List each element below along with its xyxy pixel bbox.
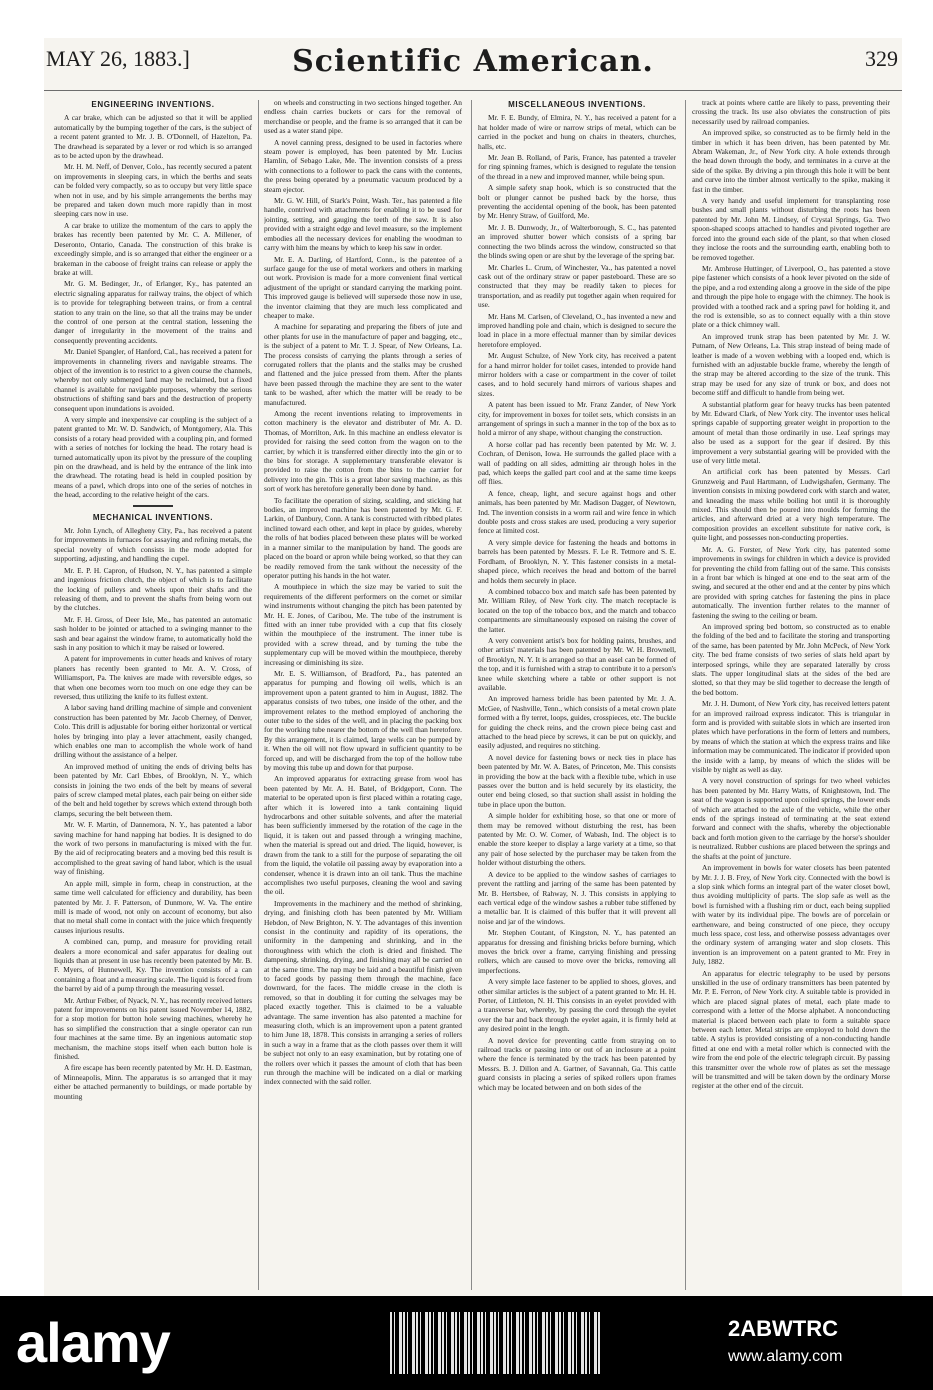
masthead bbox=[44, 38, 902, 91]
column-rule bbox=[258, 100, 259, 1290]
article-paragraph: An apparatus for electric telegraphy to be used by persons unskilled in the use of ordinary transmitters has been patented by Mr. P. E. Ferron, of New York city. A suitable table is provided in which are placed signal plates of metal, each plate made to correspond with a letter of the Morse alphabet. A nonconducting material is placed between each plate to form a suitable space between each letter. Metal strips are employed to hold down the table. A stylus is provided consisting of a non-conducting handle fitted at one end with a metal roller which is connected with the wire from the end pole of the electric telegraph circuit. By passing this transmitter over the whole row of plates as set the message will be transmitted and will be taken down by the ordinary Morse register at the other end of the circuit. bbox=[692, 968, 890, 1091]
article-paragraph: Mr. J. B. Dunwody, Jr., of Walterborough, S. C., has patented an improved shutter bower which consists of a spring bar connecting the two blinds across the window, constructed so that the blinds swing open or are shut by the leverage of the spring bar. bbox=[478, 222, 676, 261]
article-paragraph: Mr. Ambrose Huttinger, of Liverpool, O., has patented a stove pipe fastener which consists of a hook lever pivoted on the side of the pipe, and a rod extending along a groove in the side of the pipe and through the pipe hole to engage with the chimney. The hook is provided with a toothed rack and a spring pawl for holding it, and the rod is extensible, so as to connect equally with a thin stove plate or a thick chimney wall. bbox=[692, 263, 890, 330]
article-paragraph: An improved spike, so constructed as to be firmly held in the timber in which it has been driven, has been patented by Mr. Abram Wakeman, Jr., of New York city. A hole extends through the head down through the body, and terminates in a curve at the side of the spike. By driving a pin through this hole it will be bent and curve into the timber almost vertically to the spike, making it fast in the timber. bbox=[692, 128, 890, 194]
section-divider bbox=[133, 505, 173, 507]
article-paragraph: A simple holder for exhibiting hose, so that one or more of them may be removed without disturbing the rest, has been patented by Mr. O. W. Comer, of Wabash, Ind. The object is to enable the store keeper to display a large variety at a time, so that any pair of hose selected by the purchaser may be taken from the holder without disturbing the others. bbox=[478, 811, 676, 868]
section-heading: ENGINEERING INVENTIONS. bbox=[91, 100, 215, 109]
issue-date: MAY 26, 1883.] bbox=[46, 46, 190, 71]
article-paragraph: A very novel construction of springs for two wheel vehicles has been patented by Mr. Harry Watts, of Knightstown, Ind. The seat of the wagon is supported upon coiled springs, the lower ends of which are attached to the axle of the vehicle, while the other ends of the springs instead of terminating at the seat extend forward and connect with the shafts, whereby the objectionable back and forth motion given to the carriage by the horse's shoulder is neutralized. Rubber cushions are placed between the springs and the shafts at the point of juncture. bbox=[692, 776, 890, 861]
article-paragraph: A very convenient artist's box for holding paints, brushes, and other artists' materials has been patented by Mr. W. H. Brownell, of Brooklyn, N. Y. It is arranged so that an easel can be formed of the top, and it is furnished with a strap to contribute it to a person's knee while sketching where a table or other support is not available. bbox=[478, 635, 676, 692]
article-paragraph: A fence, cheap, light, and secure against hogs and other animals, has been patented by Mr. Madison Dagger, of Newtown, Ind. The invention consists in a worm rail and wire fence in which double posts and cross stakes are used, producing a very superior fence at limited cost. bbox=[478, 488, 676, 536]
page-number: 329 bbox=[865, 46, 898, 71]
article-paragraph: A horse collar pad has recently been patented by Mr. W. J. Cochran, of Denison, Iowa. He surrounds the galled place with a wall of padding on all sides, admitting air through holes in the pad, which keeps the galled part cool and at the same time keeps off flies. bbox=[478, 439, 676, 487]
alamy-logo: alamy bbox=[16, 1311, 170, 1374]
article-paragraph: Mr. E. P. H. Capron, of Hudson, N. Y., has patented a simple and ingenious friction clutch, the object of which is to facilitate the locking of pulleys and wheels upon their shafts and the releasing of them, and to prevent the shafts from being worn out by the clutches. bbox=[54, 565, 252, 613]
article-paragraph: Mr. E. A. Darling, of Hartford, Conn., is the patentee of a surface gauge for the use of metal workers and others in marking out work. Provision is made for a more convenient final vertical adjustment of the upright or standard carrying the marking point. This improved gauge is believed will supersede those now in use, the inventor claiming that they are much less complicated and cheaper to make. bbox=[264, 254, 462, 320]
column-rule bbox=[685, 100, 686, 1290]
article-paragraph: An artificial cork has been patented by Messrs. Carl Grunzweig and Paul Hartmann, of Ludwigshafen, Germany. The invention consists in mixing powdered cork with starch and water, and kneading the mass while boiling hot until it is thoroughly mixed. This should then be poured into moulds for forming the articles, and afterward dried at a very high temperature. The composition provides an excellent substitute for native cork, is quite light, and possesses non-conducting properties. bbox=[692, 467, 890, 543]
article-paragraph: A novel canning press, designed to be used in factories where steam power is employed, has been patented by Mr. Lucius Hamlin, of Sebago Lake, Me. The invention consists of a press with connections to a follower to pack the cans with the contents, the press being operated by a pneumatic vacuum produced by a steam ejector. bbox=[264, 137, 462, 194]
article-paragraph: A mouthpiece in which the size may be varied to suit the requirements of the different performers on the cornet or similar wind instruments without changing the pitch has been patented by Mr. H. E. Jones, of Caribou, Me. The tube of the instrument is fitted with an inner tube provided with a cup that fits closely within the mouthpiece of the instrument. The inner tube is provided with a screw thread, and by turning the tube the supplementary cup will be moved within the mouthpiece, thereby increasing or diminishing its size. bbox=[264, 582, 462, 667]
column-2 bbox=[264, 98, 462, 1294]
article-paragraph: An improved harness bridle has been patented by Mr. J. A. McGee, of Nashville, Tenn., which consists of a metal crown plate formed with a fly terret, loops, guides, crosspieces, etc. The buckle for guiding the check reins, and the crown piece being cast and attached to the head piece by screws, it can be put on quickly, and easily adjusted, and requires no stitching. bbox=[478, 694, 676, 751]
watermark-url: www.alamy.com bbox=[728, 1348, 843, 1365]
article-paragraph: A labor saving hand drilling machine of simple and convenient construction has been patented by Mr. Jacob Cherney, of Denver, Colo. This drill is adjustable for boring either horizontal or vertical holes by bringing into play a lever attachment, easily changed, which enables one man to accomplish the whole work of hand drilling without the assistance of a helper. bbox=[54, 703, 252, 760]
article-paragraph: A simple safety snap hook, which is so constructed that the bolt or plunger cannot be pushed back by the horse, thus preventing the accidental opening of the book, has been patented by Mr. Henry Straw, of Guilford, Me. bbox=[478, 183, 676, 221]
section-heading: MECHANICAL INVENTIONS. bbox=[92, 512, 214, 522]
article-paragraph: An improvement in bowls for water closets has been patented by Mr. J. J. B. Frey, of New York city. Connected with the bowl is a slop sink which forms an integral part of the water closet bowl, thus avoiding multiplicity of parts. The slop safe as well as the bowl is furnished with a flushing rim or duct, each being supplied with water by its individual pipe. The bowls are of porcelain or earthenware, and being constructed of one piece, they occupy much less space, cost less, and otherwise possess advantages over the ordinary system of arranging water and slop closets. This invention is an improvement on a patent granted to Mr. Frey in July, 1882. bbox=[692, 863, 890, 967]
article-paragraph: A combined can, pump, and measure for providing retail dealers a more economical and safer apparatus for dealing out liquids than at present in use has recently been patented by Mr. B. F. Myers, of Hunnewell, Ky. The invention consists of a can containing a float and a measuring scale. The liquid is forced from the barrel by aid of a pump through the measuring vessel. bbox=[54, 937, 252, 994]
article-paragraph: A machine for separating and preparing the fibers of jute and other plants for use in the manufacture of paper and bagging, etc., is the subject of a patent to Mr. T. J. Spear, of New Orleans, La. The process consists of carrying the plants through a series of corrugated rollers that the plants and the stalks may be crushed and flattened and the juice pressed from them. After the plants have been passed through the machine they are sent to the water tank to be washed, after which the matter will be ready to be manufactured. bbox=[264, 322, 462, 407]
article-paragraph: Mr. August Schulze, of New York city, has received a patent for a hand mirror holder for toilet cases, intended to provide hand mirror holders with a case or compartment in the cover of toilet cases, and to hold securely hand mirrors of various shapes and sizes. bbox=[478, 351, 676, 398]
article-paragraph: A patent for improvements in cutter heads and knives of rotary planers has recently been granted to Mr. A. V. Cross, of Williamsport, Pa. The knives are made with reversible edges, so that when one becomes worn too much on one edge they can be reversed, thus utilizing the knife to its fullest extent. bbox=[54, 654, 252, 701]
article-paragraph: A substantial platform gear for heavy trucks has been patented by Mr. Edward Clark, of New York city. The inventor uses helical springs capable of supporting greater weight in proportion to the amount of metal than those ordinarily in use. Leaf springs may also be used as a support for the gear if desired. By this improvement a very substantial gearing will be provided with the use of very little metal. bbox=[692, 399, 890, 466]
column-1 bbox=[54, 98, 252, 1294]
column-3 bbox=[478, 98, 676, 1294]
section-heading: MISCELLANEOUS INVENTIONS. bbox=[508, 100, 646, 109]
article-paragraph: Mr. Arthur Felber, of Nyack, N. Y., has recently received letters patent for improvements on his patent issued November 14, 1882, for a stop motion for button hole sewing machines, whereby he has so simplified the construction that a single operator can run four machines at the same time. By an ingenious automatic stop mechanism, the machine stops itself when each button hole is finished. bbox=[54, 995, 252, 1061]
article-paragraph: Mr. Stephen Coutant, of Kingston, N. Y., has patented an apparatus for dressing and finishing bricks before burning, which moves the brick over a frame, carrying finishing and pressing rollers, which are caused to move over the bricks, removing all imperfections. bbox=[478, 928, 676, 975]
article-paragraph: Among the recent inventions relating to improvements in cotton machinery is the elevator and distributer of Mr. A. D. Thomas, of Morrilton, Ark. In this machine an endless elevator is provided for raising the seed cotton from the wagon on to the carrier, by which it is transferred either directly into the gin or to the bins for storage. A supplementary transferable elevator is provided to raise the cotton from the bins to the carrier for delivery into the gin. This is a great labor saving machine, as this sort of work has heretofore generally been done by hand. bbox=[264, 409, 462, 494]
article-paragraph: Improvements in the machinery and the method of shrinking, drying, and finishing cloth has been patented by Mr. William Hebdon, of New Brighton, N. Y. The advantages of this invention consist in the continuity and rapidity of its operations, the uniformity in the dampening and shrinking, and in the thoroughness with which the cloth is dried and finished. The dampening, shrinking, drying, and finishing may all be carried on at the same time. The nap may be laid and a beautiful finish given to faced goods by passing them through the machine, face downward, for the faces. The middle crease in the cloth is removed, so that in doubling it for cutting the selvages may be placed exactly together. This is claimed to be a valuable advantage. The same invention has also patented a machine for measuring cloth, which is an improvement upon a patent granted to him June 18, 1878. This consists in arranging a series of rollers in such a way in a frame that as the cloth passes over them it will be subject not only to an easy examination, but by rotating one of the rollers over which it passes the amount of cloth that has been run through the machine will be indicated on a dial or marking index connected with the said roller. bbox=[264, 898, 462, 1087]
article-paragraph: A very simple and inexpensive car coupling is the subject of a patent granted to Mr. W. D. Sandwich, of Montgomery, Ala. This consists of a rotary head provided with a coupling pin, and formed with a series of notches for locking the head. The rotary head is turned automatically upon its pivot by the pressure of the coupling pin on the drawhead, and is held by the entrance of the link into the drawhead. The rotating head is held in coupled position by means of a pawl, which drops into one of the series of notches in the head, according to the relative height of the cars. bbox=[54, 415, 252, 500]
article-paragraph: A very simple lace fastener to be applied to shoes, gloves, and other similar articles is the subject of a patent granted to Mr. H. H. Porter, of Littleton, N. H. This consists in an eyelet provided with a transverse bar, whereby, by passing the cord through the eyelet over the bar and back through the eyelet again, it is firmly held at any desired point in the length. bbox=[478, 977, 676, 1034]
article-paragraph: A combined tobacco box and match safe has been patented by Mr. William Riley, of New York city. The match receptacle is located on the top of the tobacco box, and the match and tobacco compartments are simultaneously exposed on raising the cover of the latter. bbox=[478, 586, 676, 634]
article-paragraph: Mr. W. F. Martin, of Dannemora, N. Y., has patented a labor saving machine for hand napping hat bodies. It is designed to do the work of two persons in manufacturing is mixed with the fur. By the aid of reciprocating beaters and a moving bed this result is accomplished to the great saving of hand labor, which is the usual way of finishing. bbox=[54, 820, 252, 877]
publication-title: Scientific American. bbox=[292, 44, 654, 79]
article-paragraph: Mr. Hans M. Carlsen, of Cleveland, O., has invented a new and improved handling pole and chain, which is designed to secure the load in place in a more effectual manner than by similar devices heretofore employed. bbox=[478, 311, 676, 349]
article-paragraph: A novel device for preventing cattle from straying on to railroad tracks or passing into or out of an inclosure at a point where the fence is terminated by the track has been patented by Messrs. B. J. Dillon and A. Gartner, of Savannah, Ga. This cattle guard consists in placing a series of spiked rollers upon frames which may be located between and on both sides of the bbox=[478, 1035, 676, 1092]
article-paragraph: A device to be applied to the window sashes of carriages to prevent the rattling and jarring of the same has been patented by Mr. B. Hertsbee, of Rahway, N. J. This consists in applying to each vertical edge of the window sashes a rubber tube stiffened by a metallic bar. It is claimed of this buffer that it will prevent all noise and jar of the windows. bbox=[478, 869, 676, 926]
article-paragraph: Mr. F. H. Gross, of Deer Isle, Me., has patented an automatic sash holder to be jointed or attached to a swinging manner to the sash and bear against the window frame, to automatically hold the sash in any position to which it may be raised or lowered. bbox=[54, 614, 252, 652]
article-paragraph: An improved apparatus for extracting grease from wool has been patented by Mr. A. H. Batel, of Bridgeport, Conn. The material to be operated upon is first placed within a rotating cage, after which it is lowered into a tank containing liquid hydrocarbons and other suitable solvents, and after the material has been sufficiently immersed by the rotation of the cage in the liquid, it is taken out and passed through a wringing machine, when the material is spread out and dried. The liquid, however, is drawn from the tank to a still for the purpose of separating the oil from the liquid, the volatile oil passing away by evaporation into a condenser, whence it is drawn into an oil tank. Thus the machine accomplishes two useful purposes, cleaning the wool and saving the oil. bbox=[264, 774, 462, 897]
article-paragraph: A patent has been issued to Mr. Franz Zander, of New York city, for improvement in boxes for toilet sets, which consists in an arrangement of springs in such a manner in the top of the box as to hold a mirror of any shape, without changing the construction. bbox=[478, 400, 676, 438]
article-paragraph: A very handy and useful implement for transplanting rose bushes and small plants without disturbing the roots has been patented by Mr. John M. Lindsey, of Crystal Springs, Ga. Two spoon-shaped scoops attached to handles and pivoted together are forced into the ground each side of the plant, so that when closed they inclose the roots and the surrounding earth, enabling both to be removed together. bbox=[692, 196, 890, 262]
article-paragraph: Mr. J. H. Dumont, of New York city, has received letters patent for an improved railroad express indicator. This is triangular in form and is provided with suitable slots in which are inserted iron plates which have perforations in the form of letters and numbers, by means of which the station at which the express trains and like information may be communicated. The indicator if provided upon the inside with a lamp, by means of which the slides will be visible by night as well as day. bbox=[692, 699, 890, 775]
article-paragraph: An improved spring bed bottom, so constructed as to enable the folding of the bed and to facilitate the storing and transporting of the same, has been patented by Mr. John McPeck, of New York city. The bed frame consists of two series of slats held apart by interposed springs, while they are separated laterally by cross slats. The upper longitudinal slats at the sides of the bed are slotted, so that they may be slid together to decrease the length of the bed bottom. bbox=[692, 621, 890, 697]
column-4 bbox=[692, 98, 890, 1294]
article-paragraph: An apple mill, simple in form, cheap in construction, at the same time well calculated for efficiency and durability, has been patented by Mr. J. F. Patterson, of Dunmore, W. Va. The entire mill is made of wood, not only on account of economy, but also that no metal shall come in contact with the juice which frequently causes injurious results. bbox=[54, 878, 252, 935]
article-paragraph: A car brake to utilize the momentum of the cars to apply the brakes has recently been patented by Mr. C. A. Millener, of Deseronto, Ontario, Canada. The construction of this brake is exceedingly simple, and is so arranged that either the engineer or a brakeman in the caboose of freight trains can release or apply the brake at will. bbox=[54, 220, 252, 277]
article-paragraph: A fire escape has been recently patented by Mr. H. D. Eastman, of Minneapolis, Minn. The apparatus is so arranged that it may either be attached permanently to buildings, or made portable by mounting bbox=[54, 1063, 252, 1101]
article-paragraph: A novel device for fastening bows or neck ties in place has been patented by Mr. W. A. Bates, of Princeton, Me. This consists in providing the bow at the back with a flexible tube, which in use passes over the button and is held securely by its elasticity, the outer end being closed, so that suction shall assist in holding the tube in place upon the button. bbox=[478, 752, 676, 809]
article-paragraph: on wheels and constructing in two sections hinged together. An endless chain carries buckets or cars for the removal of merchandise or people, and the frame is so arranged that it can be used as a water stand pipe. bbox=[264, 98, 462, 136]
article-paragraph: To facilitate the operation of sizing, scalding, and sticking hat bodies, an improved machine has been patented by Mr. G. F. Larkin, of Danbury, Conn. A tank is constructed with ribbed plates inclined toward each other, and kept in place by guides, whereby the rolls of hat bodies placed between these plates will be worked in a manner similar to the manipulation by hand. The goods are placed on the board or apron while being worked, so that they can be readily removed from the tank without the necessity of the operator putting his hands in the hot water. bbox=[264, 495, 462, 580]
article-paragraph: Mr. H. M. Neff, of Denver, Colo., has recently secured a patent on improvements in sleeping cars, in which the berths and seats can be folded very compactly, so as to occupy but very little space when not in use, and by his simple arrangements the berths may be prepared and taken down much more rapidly than in most sleeping cars now in use. bbox=[54, 162, 252, 219]
article-paragraph: A very simple device for fastening the heads and bottoms in barrels has been patented by Messrs. F. Le R. Tetmore and S. E. Fordham, of Brooklyn, N. Y. This fastener consists in a metal-shaped piece, which receives the head and bottom of the barrel and holds them securely in place. bbox=[478, 537, 676, 585]
article-paragraph: Mr. A. G. Forster, of New York city, has patented some improvements in swings for children in which a device is provided for preventing the child from falling out of the same. This consists in a front bar which is hinged at one end to the seat arm of the swing, and secured at the other end and at the center by pins which are provided with spring catches for fastening the pins in place automatically. The invention further relates to the manner of fastening the swing to the ceiling or beam. bbox=[692, 544, 890, 620]
barcode-graphic bbox=[390, 1312, 600, 1374]
article-paragraph: Mr. Jean B. Rolland, of Paris, France, has patented a traveler for ring spinning frames, which is designed to regulate the tension of the thread in a new and improved manner, while being spun. bbox=[478, 153, 676, 181]
image-id: 2ABWTRC bbox=[728, 1316, 838, 1341]
article-paragraph: track at points where cattle are likely to pass, preventing their crossing the track. Its use also obviates the construction of pits necessarily used by railroad companies. bbox=[692, 98, 890, 126]
article-paragraph: Mr. G. M. Bedinger, Jr., of Erlanger, Ky., has patented an electric signaling apparatus for railway trains, the object of which is to provide for telegraphing between trains, or from a central station to any train on the line, so that all the trains may be under the control of one person at the central station, lessening the danger of irregularity in the movement of the trains and consequently preventing accidents. bbox=[54, 279, 252, 345]
article-paragraph: Mr. John Lynch, of Allegheny City, Pa., has received a patent for improvements in furnaces for assaying and refining metals, the special novelty of which consists in the mode adopted for supporting, adjusting, and handling the cupel. bbox=[54, 526, 252, 564]
column-rule bbox=[471, 100, 472, 1290]
newspaper-page bbox=[44, 38, 902, 1296]
article-paragraph: An improved trunk strap has been patented by Mr. J. W. Putnam, of New Orleans, La. This strap instead of being made of leather is made of a woven webbing with a looped end, which is furnished with an adjustable buckle frame, whereby the length of the strap may be altered according to the size of the trunk. This strap may be used for any size of trunk or box, and does not become stiff and difficult to handle from being wet. bbox=[692, 331, 890, 398]
article-paragraph: Mr. E. S. Williamson, of Bradford, Pa., has patented an apparatus for pumping and flowing oil wells, which is an improvement upon a patent granted to him in August, 1882. The apparatus consists of two tubes, one inside of the other, and the improvement relates to the method employed of anchoring the outer tube to the sides of the well, and in placing the packing box for the working tube nearer the bottom of the well than heretofore. By this arrangement, it is claimed, large wells can be pumped by it. When the oil will not flow upward in sufficient quantity to be forced up, and will be discharged from the top of the hollow tube by moving this tube up and down for that purpose. bbox=[264, 668, 462, 773]
article-paragraph: Mr. F. E. Bundy, of Elmira, N. Y., has received a patent for a hat holder made of wire or narrow strips of metal, which can be carried in the pocket and hung on chairs in theaters, churches, halls, etc. bbox=[478, 113, 676, 151]
article-paragraph: Mr. G. W. Hill, of Stark's Point, Wash. Ter., has patented a file handle, contrived with attachments for enabling it to be used for jointing, setting, and gauging the teeth of the saw. It is also provided with a straight edge and level measure, so the implement embodies all the necessary devices for enabling the woodman to carry with him the means by which to keep his saw in order. bbox=[264, 196, 462, 253]
stock-watermark-bar bbox=[0, 1296, 933, 1390]
article-paragraph: Mr. Daniel Spangler, of Hanford, Cal., has received a patent for improvements in channeling rivers and navigable streams. The object of the invention is to restrict to a given course the channels, whereby not only submerged land may be reclaimed, but a fixed channel is available for navigable purposes, whereby the serious obstructions of shifting sand bars and the destruction of property consequent upon inundations is avoided. bbox=[54, 347, 252, 413]
article-paragraph: An improved method of uniting the ends of driving belts has been patented by Mr. Carl Ebbes, of Brooklyn, N. Y., which consists in joining the two ends of the belt by means of several pairs of screw clamped metal plates, each pair being on either side of the belt and held together by screws which extend through both clamps, securing the belt between them. bbox=[54, 761, 252, 818]
article-paragraph: Mr. Charles L. Crum, of Winchester, Va., has patented a novel cask out of the ordinary straw or paper pasteboard. These are so constructed that they may be readily taken to pieces for transportation, and as readily put together again when required for use. bbox=[478, 262, 676, 310]
article-paragraph: A car brake, which can be adjusted so that it will be applied automatically by the bumping together of the cars, is the subject of a recent patent granted to Mr. J. B. O'Donnell, of Hazelton, Pa. The drawhead is separated by a lever or rod which is so arranged as to be acted upon by the drawhead. bbox=[54, 113, 252, 161]
